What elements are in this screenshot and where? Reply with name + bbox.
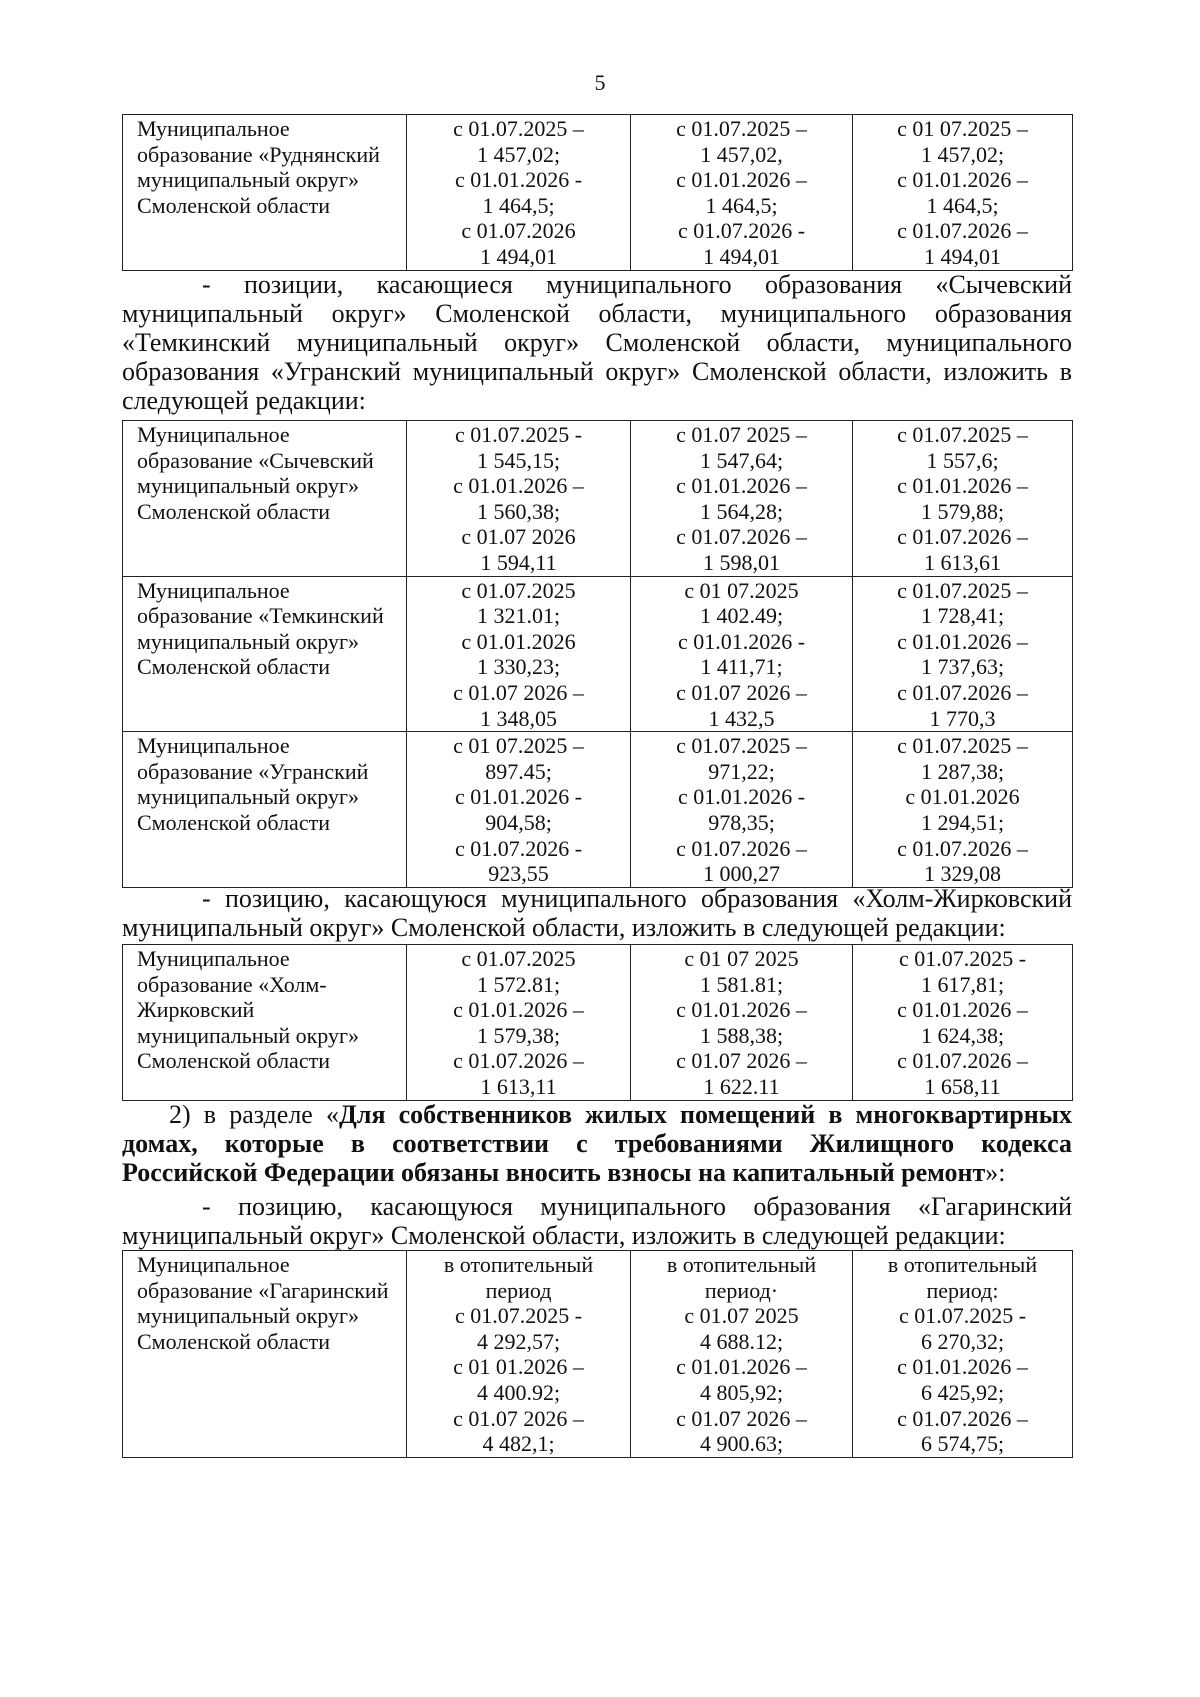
- rate-line: в отопительный: [887, 1252, 1038, 1277]
- rate-line: 1 658,11: [924, 1073, 1001, 1099]
- rate-cell: [631, 115, 853, 271]
- rate-line: 1 622.11: [703, 1073, 780, 1099]
- municipality-name-line: Муниципальное: [137, 577, 290, 603]
- table-row: [123, 115, 1073, 271]
- section-title-line2: домах, которые в соответствии с требованиями Жилищного кодекса: [122, 1129, 1072, 1158]
- rate-line: 1 737,63;: [920, 654, 1005, 680]
- rate-line: с 01.07.2026 –: [897, 1048, 1028, 1074]
- rate-cell: [407, 115, 631, 271]
- section-title-line3: Российской Федерации обязаны вносить взносы на капитальный ремонт: [122, 1158, 986, 1187]
- municipality-name-line: Смоленской области: [137, 498, 330, 524]
- municipality-name-line: Смоленской области: [137, 1328, 330, 1354]
- table-row: [123, 421, 1073, 577]
- rate-line: 1 329,08: [924, 861, 1001, 887]
- municipality-name-line: Муниципальное: [137, 946, 290, 971]
- rate-cell: [631, 945, 853, 1101]
- rate-line: с 01.07.2025 –: [897, 422, 1028, 447]
- municipality-name-cell: [123, 421, 407, 577]
- rate-cell: [407, 732, 631, 888]
- municipality-name-line: Смоленской области: [137, 192, 330, 218]
- rate-line: 1 464,5;: [926, 192, 999, 218]
- rate-line: 1 557,6;: [926, 447, 999, 473]
- municipality-name-line: Смоленской области: [137, 809, 330, 835]
- rate-line: с 01.07 2026 –: [676, 679, 807, 705]
- rate-line: с 01.07 2025: [684, 1303, 799, 1329]
- section-prefix: 2) в разделе «: [169, 1100, 339, 1129]
- rate-line: с 01.01.2026 –: [453, 997, 584, 1023]
- municipality-name-line: муниципальный округ»: [137, 167, 360, 193]
- rate-line: 1 581.81;: [699, 971, 784, 997]
- rate-line: с 01 07.2025 –: [453, 733, 584, 759]
- rate-line: с 01.07.2025 -: [454, 422, 583, 447]
- rate-line: период: [485, 1277, 552, 1303]
- rate-line: 1 457,02,: [700, 141, 783, 167]
- rate-line: 1 330,23;: [476, 654, 561, 680]
- rate-line: 1 728,41;: [920, 603, 1005, 629]
- rate-line: 1 579,88;: [920, 498, 1005, 524]
- municipality-name-line: муниципальный округ»: [137, 473, 360, 499]
- rate-line: с 01.07.2026 –: [676, 835, 807, 861]
- rate-line: с 01.07.2025 –: [897, 577, 1028, 603]
- rate-line: с 01.07.2026 -: [454, 835, 583, 861]
- rate-line: с 01.01.2026 -: [677, 628, 806, 654]
- table-row: [123, 576, 1073, 732]
- rate-line: с 01.07.2026 –: [453, 1048, 584, 1074]
- rate-cell: [407, 1251, 631, 1458]
- rate-line: 1 579,38;: [476, 1022, 561, 1048]
- rate-line: с 01.07 2026 –: [676, 1405, 807, 1431]
- rate-line: в отопительный: [666, 1252, 817, 1277]
- municipality-name-line: Муниципальное: [137, 116, 290, 141]
- rate-cell: [407, 421, 631, 577]
- municipality-name-line: образование «Темкинский: [137, 603, 384, 629]
- rate-line: 6 574,75;: [920, 1431, 1005, 1457]
- rate-line: 4 482,1;: [482, 1431, 555, 1457]
- rate-line: 1 494,01: [480, 243, 557, 269]
- rate-line: с 01 07.2025: [684, 577, 799, 603]
- rate-line: 1 494,01: [924, 243, 1001, 269]
- rate-line: 1 494,01: [703, 243, 780, 269]
- rate-cell: [407, 576, 631, 732]
- rate-cell: [631, 576, 853, 732]
- municipality-name-line: Жирковский: [137, 997, 255, 1023]
- municipality-name-line: Муниципальное: [137, 733, 290, 759]
- table-row: [123, 945, 1073, 1101]
- rate-line: с 01.07.2025 –: [676, 116, 807, 141]
- paragraph-line: «Темкинский муниципальный округ» Смоленской области, муниципального: [122, 328, 1072, 357]
- municipality-name-line: Смоленской области: [137, 1048, 330, 1074]
- rate-line: с 01.07.2026 –: [897, 835, 1028, 861]
- rate-line: 1 321.01;: [476, 603, 561, 629]
- rate-line: с 01 07.2025 –: [897, 116, 1028, 141]
- rate-line: с 01.01.2026 –: [897, 1354, 1028, 1380]
- rate-line: с 01.07.2025: [461, 946, 576, 971]
- municipality-name-line: Муниципальное: [137, 422, 290, 447]
- rate-cell: [631, 732, 853, 888]
- rate-cell: [853, 732, 1073, 888]
- rate-line: 1 564,28;: [699, 498, 784, 524]
- paragraph-section-2: [122, 1100, 1072, 1187]
- rate-cell: [631, 421, 853, 577]
- rate-line: 1 464,5;: [482, 192, 555, 218]
- rate-line: с 01.01.2026 –: [897, 997, 1028, 1023]
- rate-line: 897.45;: [485, 758, 552, 784]
- municipality-name-line: муниципальный округ»: [137, 628, 360, 654]
- rate-line: с 01.01.2026 –: [676, 997, 807, 1023]
- rate-line: с 01.07.2025 -: [454, 1303, 583, 1329]
- rate-line: 1 457,02;: [920, 141, 1005, 167]
- rate-cell: [853, 115, 1073, 271]
- paragraph-line: - позиции, касающиеся муниципального образования «Сычевский: [202, 270, 1072, 299]
- rate-line: с 01.01.2026: [461, 628, 576, 654]
- rate-line: с 01 01.2026 –: [453, 1354, 584, 1380]
- paragraph-line: муниципальный округ» Смоленской области, изложить в следующей редакции:: [122, 1221, 1006, 1250]
- rate-line: 1 464,5;: [705, 192, 778, 218]
- paragraph-position-kholm: [122, 884, 1072, 942]
- rate-line: 1 613,61: [924, 549, 1001, 575]
- rate-cell: [853, 421, 1073, 577]
- rate-line: 971,22;: [708, 758, 775, 784]
- municipality-name-line: образование «Угранский: [137, 758, 369, 784]
- rate-line: с 01.07 2025 –: [676, 422, 807, 447]
- municipality-name-line: муниципальный округ»: [137, 1022, 360, 1048]
- rate-line: с 01.01.2026 –: [676, 473, 807, 499]
- rate-line: 1 457,02;: [476, 141, 561, 167]
- rate-line: 1 432,5: [708, 705, 775, 731]
- rate-line: 4 400.92;: [476, 1379, 561, 1405]
- rate-line: 6 425,92;: [920, 1379, 1005, 1405]
- rate-line: 1 294,51;: [920, 809, 1005, 835]
- paragraph-position-gagarin: [122, 1192, 1072, 1250]
- rate-line: с 01.01.2026 –: [676, 1354, 807, 1380]
- municipality-name-line: муниципальный округ»: [137, 1303, 360, 1329]
- municipality-name-line: муниципальный округ»: [137, 784, 360, 810]
- rate-line: 1 594,11: [480, 549, 557, 575]
- section-title-line1: Для собственников жилых помещений в многоквартирных: [338, 1100, 1072, 1129]
- municipality-name-cell: [123, 732, 407, 888]
- paragraph-line: муниципальный округ» Смоленской области, муниципального образования: [122, 299, 1072, 328]
- rate-line: с 01.07.2025 –: [676, 733, 807, 759]
- rate-cell: [407, 945, 631, 1101]
- rate-line: с 01.01.2026 –: [897, 473, 1028, 499]
- rate-line: с 01.01.2026 –: [897, 167, 1028, 193]
- table-row: [123, 732, 1073, 888]
- rate-line: 923,55: [488, 861, 549, 887]
- municipality-name-line: образование «Сычевский: [137, 447, 374, 473]
- paragraph-line: следующей редакции:: [122, 386, 366, 415]
- rate-line: 1 348,05: [480, 705, 557, 731]
- rate-line: с 01.01.2026 -: [454, 167, 583, 193]
- rate-line: с 01.01.2026 –: [897, 628, 1028, 654]
- rate-line: с 01.07.2025 –: [897, 733, 1028, 759]
- rate-cell: [853, 576, 1073, 732]
- rate-line: с 01.07.2026 –: [897, 524, 1028, 550]
- rate-line: 1 624,38;: [920, 1022, 1005, 1048]
- rate-line: 1 617,81;: [920, 971, 1005, 997]
- rate-line: с 01.07.2025 –: [453, 116, 584, 141]
- rate-line: с 01.07 2026 –: [453, 1405, 584, 1431]
- rate-line: 1 402.49;: [699, 603, 784, 629]
- rate-cell: [853, 945, 1073, 1101]
- paragraph-line: - позицию, касающуюся муниципального образования «Гагаринский: [202, 1192, 1072, 1221]
- rate-line: 1 547,64;: [699, 447, 784, 473]
- rates-table-rudnya: [122, 114, 1073, 271]
- municipality-name-cell: [123, 945, 407, 1101]
- rate-cell: [853, 1251, 1073, 1458]
- municipality-name-line: образование «Холм-: [137, 971, 327, 997]
- municipality-name-line: Смоленской области: [137, 654, 330, 680]
- page-number: 5: [594, 70, 606, 95]
- rate-line: с 01 07 2025: [684, 946, 799, 971]
- rate-line: с 01.07 2026 –: [676, 1048, 807, 1074]
- municipality-name-line: Муниципальное: [137, 1252, 290, 1277]
- section-suffix: »:: [985, 1158, 1006, 1187]
- rate-line: 1 572.81;: [476, 971, 561, 997]
- paragraph-line: муниципальный округ» Смоленской области, изложить в следующей редакции:: [122, 913, 1006, 942]
- rate-line: период:: [926, 1277, 999, 1303]
- rate-line: с 01.07.2026 –: [676, 524, 807, 550]
- rate-line: 1 588,38;: [699, 1022, 784, 1048]
- rate-line: 978,35;: [708, 809, 775, 835]
- rate-line: 4 688.12;: [699, 1328, 784, 1354]
- rate-line: с 01.01.2026: [905, 784, 1020, 810]
- rate-line: с 01.07.2025: [461, 577, 576, 603]
- municipality-name-line: образование «Гагаринский: [137, 1277, 389, 1303]
- rate-line: с 01.07.2026 –: [897, 1405, 1028, 1431]
- rate-line: с 01.01.2026 –: [676, 167, 807, 193]
- rate-line: с 01.01.2026 –: [453, 473, 584, 499]
- municipality-name-cell: [123, 576, 407, 732]
- rate-line: 6 270,32;: [920, 1328, 1005, 1354]
- paragraph-line: - позицию, касающуюся муниципального образования «Холм-Жирковский: [202, 884, 1072, 913]
- rate-line: 1 000,27: [703, 861, 780, 887]
- rate-line: 904,58;: [485, 809, 552, 835]
- rate-line: 4 292,57;: [476, 1328, 561, 1354]
- municipality-name-cell: [123, 115, 407, 271]
- rate-line: 4 805,92;: [699, 1379, 784, 1405]
- paragraph-line: образования «Угранский муниципальный округ» Смоленской области, изложить в: [122, 357, 1072, 386]
- rate-line: 1 770,3: [929, 705, 996, 731]
- rate-line: 1 613,11: [480, 1073, 557, 1099]
- municipality-name-line: образование «Руднянский: [137, 141, 380, 167]
- rates-table-kholm: [122, 944, 1073, 1101]
- rate-line: 1 287,38;: [920, 758, 1005, 784]
- rate-line: с 01.07.2026: [461, 218, 576, 244]
- rate-line: 1 560,38;: [476, 498, 561, 524]
- table-row: [123, 1251, 1073, 1458]
- rate-line: с 01.07.2026 -: [677, 218, 806, 244]
- rate-line: 4 900.63;: [699, 1431, 784, 1457]
- rate-line: с 01.07 2026: [461, 524, 576, 550]
- rate-line: с 01.07 2026 –: [453, 679, 584, 705]
- municipality-name-cell: [123, 1251, 407, 1458]
- rate-line: 1 598,01: [703, 549, 780, 575]
- rate-line: с 01.07.2025 -: [898, 946, 1027, 971]
- rate-line: в отопительный: [443, 1252, 594, 1277]
- rate-cell: [631, 1251, 853, 1458]
- rate-line: период·: [704, 1277, 779, 1303]
- rate-line: с 01.01.2026 -: [454, 784, 583, 810]
- paragraph-positions-sychevka: [122, 270, 1072, 415]
- rate-line: с 01.07.2026 –: [897, 218, 1028, 244]
- rate-line: 1 545,15;: [476, 447, 561, 473]
- rates-table-gagarin: [122, 1250, 1073, 1458]
- rates-table-sychevka-temkino-ugra: [122, 420, 1073, 888]
- rate-line: 1 411,71;: [700, 654, 783, 680]
- rate-line: с 01.07.2025 -: [898, 1303, 1027, 1329]
- rate-line: с 01.07.2026 –: [897, 679, 1028, 705]
- rate-line: с 01.01.2026 -: [677, 784, 806, 810]
